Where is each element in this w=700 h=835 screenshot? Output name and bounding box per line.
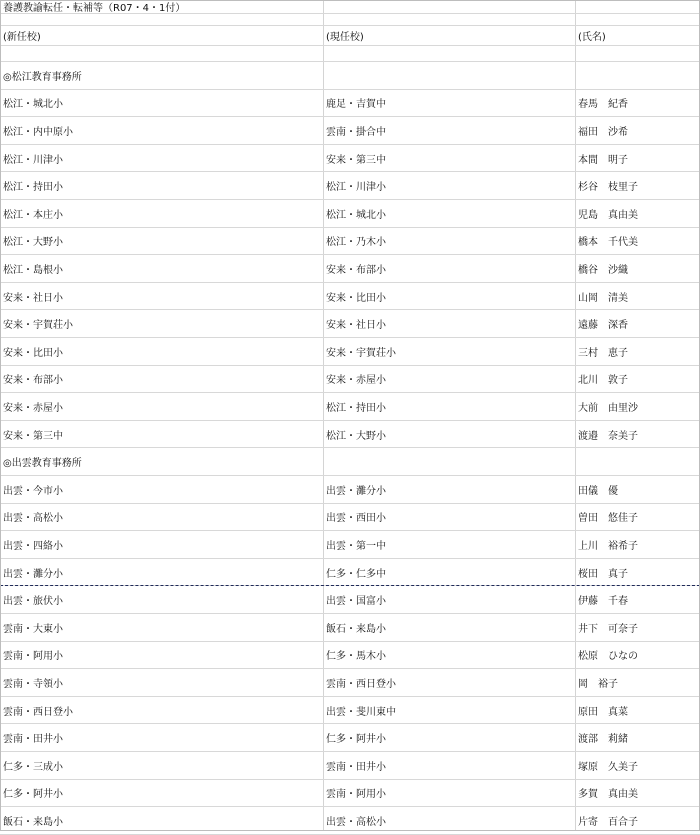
table-row	[0, 255, 700, 283]
table-row	[0, 559, 700, 587]
current-school-cell[interactable]: 松江・大野小	[326, 430, 386, 442]
teacher-name-cell[interactable]: 橋谷 沙織	[578, 264, 628, 276]
current-school-cell[interactable]: 雲南・阿用小	[326, 789, 386, 801]
empty-cell[interactable]	[323, 448, 575, 475]
new-school-cell[interactable]: 安来・布部小	[3, 375, 63, 387]
new-school-cell[interactable]: 出雲・四絡小	[3, 540, 63, 552]
empty-cell[interactable]	[323, 46, 575, 61]
header-new-school[interactable]: (新任校)	[3, 32, 41, 43]
table-row	[0, 669, 700, 697]
current-school-cell[interactable]: 出雲・高松小	[326, 816, 386, 828]
current-school-cell[interactable]: 安来・赤屋小	[326, 375, 386, 387]
blank-row	[0, 14, 700, 26]
new-school-cell[interactable]: 安来・赤屋小	[3, 402, 63, 414]
new-school-cell[interactable]: 出雲・今市小	[3, 485, 63, 497]
teacher-name-cell[interactable]: 大前 由里沙	[578, 402, 638, 414]
teacher-name-cell[interactable]: 橋本 千代美	[578, 237, 638, 249]
teacher-name-cell[interactable]: 塚原 久美子	[578, 761, 638, 773]
current-school-cell[interactable]: 出雲・灘分小	[326, 485, 386, 497]
blank-row	[0, 46, 700, 62]
table-row	[0, 393, 700, 421]
teacher-name-cell[interactable]: 杉谷 枝里子	[578, 182, 638, 194]
current-school-cell[interactable]: 出雲・西田小	[326, 513, 386, 525]
teacher-name-cell[interactable]: 渡邉 奈美子	[578, 430, 638, 442]
new-school-cell[interactable]: 出雲・旅伏小	[3, 596, 63, 608]
new-school-cell[interactable]: 仁多・三成小	[3, 761, 63, 773]
empty-cell[interactable]	[323, 62, 575, 89]
new-school-cell[interactable]: 松江・持田小	[3, 182, 63, 194]
current-school-cell[interactable]: 雲南・西日登小	[326, 678, 396, 690]
current-school-cell[interactable]: 鹿足・吉賀中	[326, 99, 386, 111]
teacher-name-cell[interactable]: 原田 真菜	[578, 706, 628, 718]
table-row	[0, 697, 700, 725]
new-school-cell[interactable]: 安来・第三中	[3, 430, 63, 442]
current-school-cell[interactable]: 出雲・斐川東中	[326, 706, 396, 718]
new-school-cell[interactable]: 出雲・灘分小	[3, 568, 63, 580]
current-school-cell[interactable]: 仁多・馬木小	[326, 651, 386, 663]
new-school-cell[interactable]: 安来・社日小	[3, 292, 63, 304]
table-row	[0, 310, 700, 338]
table-row	[0, 283, 700, 311]
table-row	[0, 90, 700, 118]
current-school-cell[interactable]: 松江・持田小	[326, 402, 386, 414]
header-name[interactable]: (氏名)	[578, 32, 606, 43]
current-school-cell[interactable]: 安来・宇賀荘小	[326, 347, 396, 359]
new-school-cell[interactable]: 松江・本庄小	[3, 209, 63, 221]
table-row	[0, 145, 700, 173]
table-row	[0, 724, 700, 752]
new-school-cell[interactable]: 安来・宇賀荘小	[3, 320, 73, 332]
new-school-cell[interactable]: 雲南・阿用小	[3, 651, 63, 663]
empty-cell[interactable]	[0, 46, 323, 61]
teacher-name-cell[interactable]: 北川 敦子	[578, 375, 628, 387]
empty-cell[interactable]	[0, 14, 323, 25]
empty-cell[interactable]	[575, 46, 700, 61]
teacher-name-cell[interactable]: 松原 ひなの	[578, 651, 638, 663]
current-school-cell[interactable]: 出雲・国富小	[326, 596, 386, 608]
table-row	[0, 780, 700, 808]
section-label[interactable]: ◎松江教育事務所	[3, 71, 82, 83]
new-school-cell[interactable]: 雲南・大東小	[3, 623, 63, 635]
teacher-name-cell[interactable]: 片寄 百合子	[578, 816, 638, 828]
page-break-line	[0, 585, 700, 586]
teacher-name-cell[interactable]: 田儀 優	[578, 485, 618, 497]
new-school-cell[interactable]: 松江・大野小	[3, 237, 63, 249]
teacher-name-cell[interactable]: 多賀 真由美	[578, 789, 638, 801]
current-school-cell[interactable]: 雲南・掛合中	[326, 126, 386, 138]
current-school-cell[interactable]: 松江・城北小	[326, 209, 386, 221]
teacher-name-cell[interactable]: 山岡 清美	[578, 292, 628, 304]
current-school-cell[interactable]: 飯石・来島小	[326, 623, 386, 635]
new-school-cell[interactable]: 松江・城北小	[3, 99, 63, 111]
section-row	[0, 448, 700, 476]
new-school-cell[interactable]: 安来・比田小	[3, 347, 63, 359]
section-row	[0, 62, 700, 90]
table-row	[0, 228, 700, 256]
teacher-name-cell[interactable]: 岡 裕子	[578, 678, 618, 690]
table-row	[0, 531, 700, 559]
current-school-cell[interactable]: 仁多・阿井小	[326, 734, 386, 746]
current-school-cell[interactable]: 松江・乃木小	[326, 237, 386, 249]
empty-cell[interactable]	[323, 14, 575, 25]
current-school-cell[interactable]: 安来・比田小	[326, 292, 386, 304]
new-school-cell[interactable]: 飯石・来島小	[3, 816, 63, 828]
table-row	[0, 586, 700, 614]
empty-cell[interactable]	[575, 448, 700, 475]
new-school-cell[interactable]: 雲南・寺領小	[3, 678, 63, 690]
new-school-cell[interactable]: 松江・川津小	[3, 154, 63, 166]
new-school-cell[interactable]: 雲南・西日登小	[3, 706, 73, 718]
new-school-cell[interactable]: 出雲・高松小	[3, 513, 63, 525]
teacher-name-cell[interactable]: 伊藤 千春	[578, 596, 628, 608]
current-school-cell[interactable]: 安来・布部小	[326, 264, 386, 276]
table-row	[0, 614, 700, 642]
table-row	[0, 476, 700, 504]
teacher-name-cell[interactable]: 曽田 悠佳子	[578, 513, 638, 525]
teacher-name-cell[interactable]: 三村 恵子	[578, 347, 628, 359]
header-current-school[interactable]: (現任校)	[326, 32, 364, 43]
teacher-name-cell[interactable]: 井下 可奈子	[578, 623, 638, 635]
table-row	[0, 172, 700, 200]
current-school-cell[interactable]: 仁多・仁多中	[326, 568, 386, 580]
current-school-cell[interactable]: 出雲・第一中	[326, 540, 386, 552]
current-school-cell[interactable]: 安来・社日小	[326, 320, 386, 332]
table-row	[0, 421, 700, 449]
current-school-cell[interactable]: 松江・川津小	[326, 182, 386, 194]
teacher-name-cell[interactable]: 本間 明子	[578, 154, 628, 166]
table-row	[0, 504, 700, 532]
teacher-name-cell[interactable]: 桜田 真子	[578, 568, 628, 580]
table-row	[0, 338, 700, 366]
current-school-cell[interactable]: 安来・第三中	[326, 154, 386, 166]
table-row	[0, 366, 700, 394]
teacher-name-cell[interactable]: 福田 沙希	[578, 126, 628, 138]
table-row	[0, 200, 700, 228]
new-school-cell[interactable]: 雲南・田井小	[3, 734, 63, 746]
section-label[interactable]: ◎出雲教育事務所	[3, 458, 82, 470]
teacher-name-cell[interactable]: 児島 真由美	[578, 209, 638, 221]
teacher-name-cell[interactable]: 春馬 紀香	[578, 99, 628, 111]
empty-cell[interactable]	[575, 14, 700, 25]
new-school-cell[interactable]: 松江・島根小	[3, 264, 63, 276]
teacher-name-cell[interactable]: 渡部 莉緒	[578, 734, 628, 746]
table-row	[0, 752, 700, 780]
teacher-name-cell[interactable]: 上川 裕希子	[578, 540, 638, 552]
new-school-cell[interactable]: 松江・内中原小	[3, 126, 73, 138]
empty-cell[interactable]	[575, 62, 700, 89]
header-row	[0, 26, 700, 46]
teacher-name-cell[interactable]: 遠藤 深香	[578, 320, 628, 332]
new-school-cell[interactable]: 仁多・阿井小	[3, 789, 63, 801]
sheet-title[interactable]: 養護教諭転任・転補等（R07・4・1付）	[3, 3, 186, 13]
table-row	[0, 642, 700, 670]
title-row	[0, 0, 700, 14]
current-school-cell[interactable]: 雲南・田井小	[326, 761, 386, 773]
table-row	[0, 117, 700, 145]
